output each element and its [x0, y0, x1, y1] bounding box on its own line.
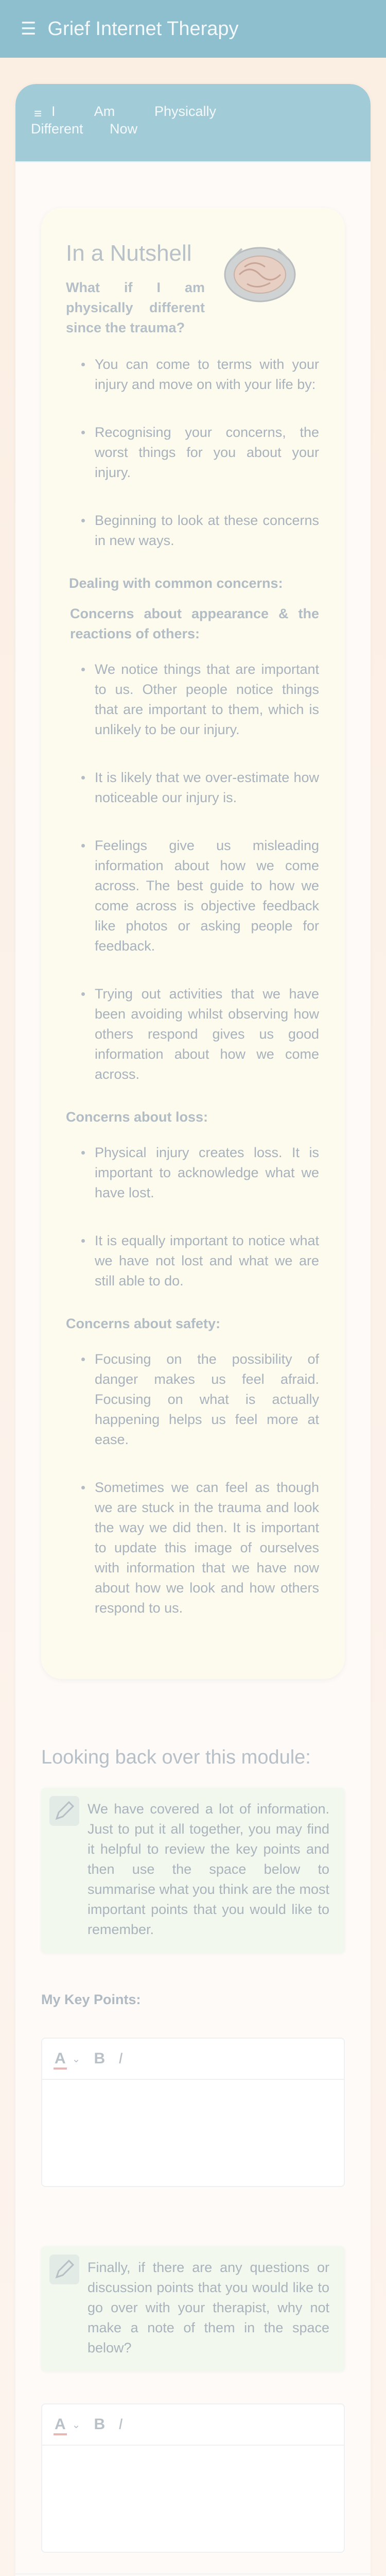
list-item: Focusing on the possibility of danger makes us feel afraid. Focusing on what is actually happening helps us feel more at ease.: [66, 1349, 319, 1450]
list-item: It is equally important to notice what we have not lost and what we are still able to do.: [66, 1231, 319, 1291]
bold-button[interactable]: B: [94, 2416, 106, 2433]
font-color-button[interactable]: A: [55, 2416, 66, 2433]
common-concerns-heading: Dealing with common concerns:: [69, 575, 283, 591]
nutshell-box: [41, 208, 345, 1679]
summary-note: [41, 1788, 345, 1953]
brain-icon: [221, 239, 299, 306]
editor-toolbar: [42, 2039, 344, 2080]
module-title: I Am Physically Different Now: [31, 104, 216, 137]
chevron-down-icon[interactable]: ⌄: [72, 2053, 81, 2065]
list-item: You can come to terms with your injury and move on with your life by:: [66, 354, 319, 395]
safety-list: [66, 1349, 319, 1618]
therapist-note-text: Finally, if there are any questions or discussion points that you would like to go over with your therapist, why not make a note of them in the space below?: [87, 2260, 329, 2355]
intro-question: What if I am physically different since the trauma?: [66, 280, 205, 335]
chevron-down-icon[interactable]: ⌄: [72, 2419, 81, 2431]
top-bar: [0, 0, 386, 58]
summary-note-text: We have covered a lot of information. Just to put it all together, you may find it helpful to review the key points and then use the space below to summarise what you think are the most important points that you would like to remember.: [87, 1801, 329, 1937]
therapist-note: [41, 2246, 345, 2371]
divider: [15, 161, 371, 162]
module-card: [15, 84, 371, 2576]
module-header: [15, 84, 371, 161]
list-item: We notice things that are important to us. Other people notice things that are important to them, which is unlikely to be our injury.: [66, 659, 319, 740]
safety-heading: Concerns about safety:: [66, 1316, 221, 1331]
nutshell-title: In a Nutshell: [66, 241, 192, 266]
list-item: Sometimes we can feel as though we are stuck in the trauma and look the way we did then. It is important to update this image of ourselves with information that we have now about how we look and how others respond to us.: [66, 1478, 319, 1618]
list-item: It is likely that we over-estimate how noticeable our injury is.: [66, 768, 319, 808]
list-item: Physical injury creates loss. It is important to acknowledge what we have lost.: [66, 1143, 319, 1203]
font-color-button[interactable]: A: [55, 2050, 66, 2067]
divider: [15, 2573, 371, 2574]
bold-button[interactable]: B: [94, 2050, 106, 2067]
loss-list: [66, 1143, 319, 1291]
italic-button[interactable]: I: [118, 2416, 123, 2433]
app-title: Grief Internet Therapy: [47, 18, 239, 40]
appearance-list: [66, 659, 319, 1084]
list-item: Trying out activities that we have been avoiding whilst observing how others respond gives us good information about how we come across.: [66, 984, 319, 1084]
appearance-heading: Concerns about appearance & the reactions of others:: [70, 606, 319, 641]
list-item: Recognising your concerns, the worst things for you about your injury.: [66, 422, 319, 483]
looking-back-title: Looking back over this module:: [41, 1747, 311, 1768]
key-points-label: My Key Points:: [41, 1992, 141, 2007]
list-item: Feelings give us misleading information about how we come across. The best guide to how we come across is objective feedback like photos or asking people for feedback.: [66, 836, 319, 956]
therapist-notes-editor[interactable]: [41, 2403, 345, 2553]
pencil-icon: [49, 1796, 79, 1826]
italic-button[interactable]: I: [118, 2050, 123, 2067]
pencil-icon: [49, 2255, 79, 2284]
list-icon: ≡: [34, 106, 42, 121]
intro-list: [66, 354, 319, 551]
editor-toolbar: [42, 2404, 344, 2446]
key-points-editor[interactable]: [41, 2038, 345, 2187]
loss-heading: Concerns about loss:: [66, 1109, 208, 1125]
hamburger-icon[interactable]: ☰: [21, 19, 37, 39]
list-item: Beginning to look at these concerns in new ways.: [66, 511, 319, 551]
